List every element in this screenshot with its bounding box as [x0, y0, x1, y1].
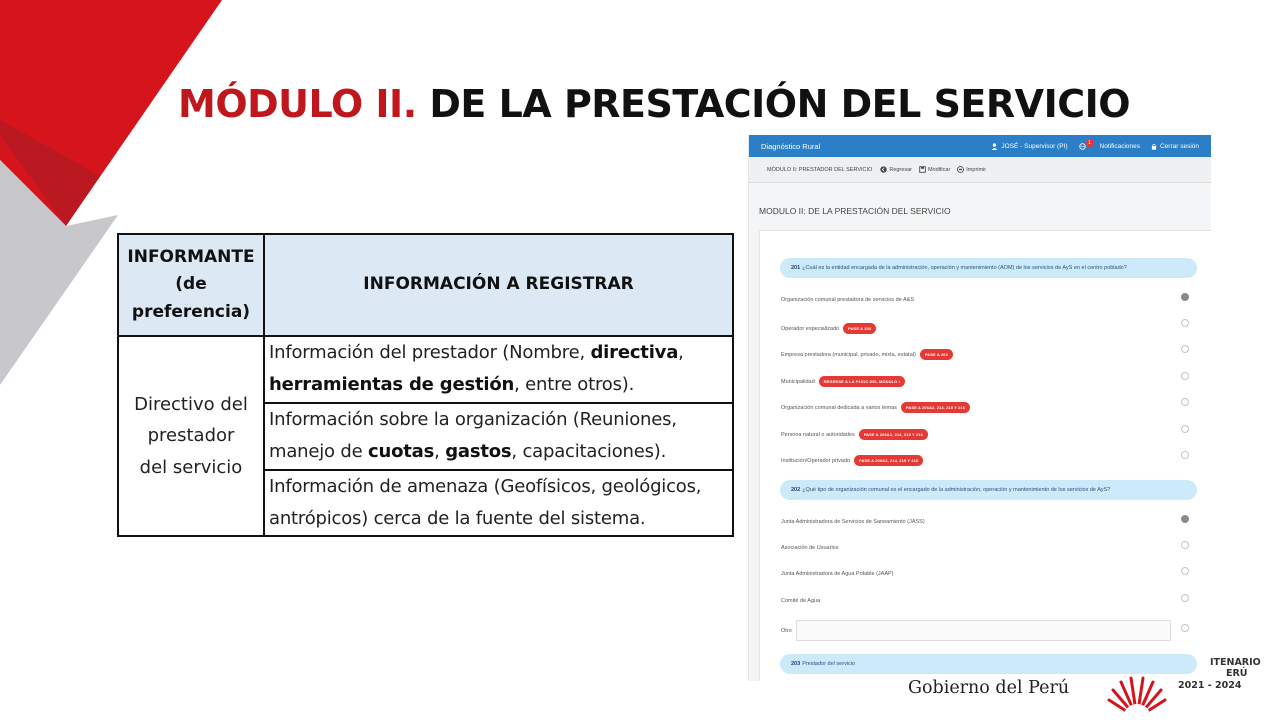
option-label: Junta Administradora de Servicios de Saneamiento (JASS) — [781, 519, 925, 525]
q202-option-3[interactable] — [781, 571, 894, 577]
back-label: Regresar — [889, 166, 912, 173]
q201-option-1[interactable] — [781, 297, 914, 303]
bicent-line1: ITENARIO — [1210, 657, 1261, 668]
q201-radio-5[interactable] — [1181, 398, 1189, 406]
row1-text2: , — [678, 342, 684, 363]
skip-badge: PASE A 203 — [920, 349, 953, 360]
logout-button[interactable] — [1151, 143, 1199, 150]
option-label: Persona natural o autoridades — [781, 431, 855, 438]
edit-button[interactable] — [919, 166, 950, 173]
q202-option-5[interactable] — [781, 628, 792, 634]
app-brand[interactable]: Diagnóstico Rural — [761, 141, 821, 151]
row2-text2: , — [434, 441, 446, 463]
lock-icon — [1151, 143, 1157, 150]
form-card — [759, 230, 1211, 681]
logout-label: Cerrar sesión — [1159, 142, 1199, 150]
option-label: Otro — [781, 628, 792, 634]
row3-text1: Información de amenaza (Geofísicos, geológicos, antrópicos) cerca de la fuente del sistema. — [269, 475, 702, 529]
skip-badge: PASE A 206A2, 214, 215 Y 216 — [859, 429, 928, 440]
q202-option-1[interactable] — [781, 519, 925, 525]
q201-radio-1[interactable] — [1181, 293, 1189, 301]
option-label: Junta Administradora de Agua Potable (JAAP) — [781, 571, 894, 577]
info-row-prestador — [264, 336, 733, 403]
header-informante-line2: (de preferencia) — [131, 274, 251, 322]
q202-radio-1[interactable] — [1181, 515, 1189, 523]
skip-badge: PASE A 203 — [843, 323, 876, 334]
user-menu[interactable] — [991, 143, 1067, 150]
question-203-number: 203 — [791, 661, 801, 667]
gobierno-del-peru-logo: Gobierno del Perú — [908, 678, 1070, 698]
q201-option-2[interactable] — [781, 323, 876, 334]
header-informacion: INFORMACIÓN A REGISTRAR — [264, 234, 733, 336]
user-icon — [991, 143, 998, 150]
question-201-number: 201 — [791, 265, 801, 271]
back-arrow-icon — [880, 166, 887, 173]
app-page-heading: MODULO II: DE LA PRESTACIÓN DEL SERVICIO — [759, 206, 951, 216]
print-label: Imprimir — [966, 166, 987, 173]
q201-option-6[interactable] — [781, 429, 928, 440]
row1-bold2: herramientas de gestión — [269, 374, 515, 396]
q201-option-3[interactable] — [781, 349, 953, 360]
header-informante — [118, 234, 264, 336]
question-202-number: 202 — [791, 487, 801, 493]
title-subject: DE LA PRESTACIÓN DEL SERVICIO — [429, 82, 1131, 126]
question-201-header — [780, 258, 1197, 278]
notification-count: 1 — [1086, 139, 1094, 147]
informante-line3: del servicio — [139, 456, 243, 478]
notifications-button[interactable] — [1079, 142, 1140, 150]
print-button[interactable] — [957, 166, 986, 173]
app-screenshot — [748, 135, 1211, 681]
question-201-text: ¿Cuál es la entidad encargada de la administración, operación y mantenimiento (AOM) de los servicios de AyS en el centro poblado? — [802, 265, 1127, 271]
header-informante-line1: INFORMANTE — [127, 247, 255, 268]
option-label: Municipalidad — [781, 378, 815, 385]
option-label: Empresa prestadora (municipal, privado, mixta, estatal) — [781, 351, 916, 358]
row1-text3: , entre otros). — [514, 374, 635, 396]
q201-option-7[interactable] — [781, 455, 923, 466]
breadcrumb: MÓDULO II: PRESTADOR DEL SERVICIO — [767, 166, 873, 173]
q201-radio-6[interactable] — [1181, 425, 1189, 433]
info-row-organizacion — [264, 403, 733, 470]
slide-title — [178, 82, 1130, 126]
skip-badge: PASE A 206A3, 214, 215 Y 216 — [854, 455, 923, 466]
app-toolbar — [749, 157, 1211, 183]
option-label: Organización comunal dedicada a varios temas — [781, 404, 897, 411]
back-button[interactable] — [880, 166, 912, 173]
edit-label: Modificar — [927, 166, 951, 173]
option-label: Organización comunal prestadora de servicios de A&S — [781, 297, 914, 303]
question-202-text: ¿Qué tipo de organización comunal es el encargado de la administración, operación y mantenimiento de los servicios de AyS? — [802, 487, 1111, 493]
skip-badge: PASE A 206A2, 214, 215 Y 216 — [901, 402, 970, 413]
row2-text1: Información sobre la organización (Reuniones, manejo de — [269, 408, 677, 463]
option-label: Operador especializado — [781, 325, 840, 332]
q202-radio-4[interactable] — [1181, 594, 1189, 602]
info-table — [117, 233, 734, 537]
question-202-header — [780, 480, 1197, 500]
app-topbar — [749, 135, 1211, 157]
q201-radio-7[interactable] — [1181, 451, 1189, 459]
q201-option-5[interactable] — [781, 402, 970, 413]
skip-badge: REGRESE A LA P101C DEL MÓDULO I — [819, 376, 905, 387]
row1-text1: Información del prestador (Nombre, — [269, 342, 591, 363]
row2-bold2: gastos — [445, 441, 512, 463]
option-label: Asociación de Usuarios — [781, 545, 839, 551]
question-203-text: Prestador del servicio — [802, 661, 856, 667]
q201-radio-3[interactable] — [1181, 345, 1189, 353]
otro-input[interactable] — [796, 620, 1171, 641]
bicent-line2: ERÚ — [1226, 668, 1248, 680]
q202-radio-3[interactable] — [1181, 567, 1189, 575]
option-label: Comité de Agua — [781, 598, 821, 604]
user-name: JOSÉ - Supervisor (PI) — [1001, 142, 1068, 150]
globe-icon — [1079, 143, 1086, 150]
print-icon — [957, 166, 964, 173]
informante-cell — [118, 336, 264, 536]
row1-bold1: directiva — [590, 342, 679, 363]
q202-option-2[interactable] — [781, 545, 838, 551]
informante-line2: prestador — [147, 425, 235, 447]
q202-radio-2[interactable] — [1181, 541, 1189, 549]
q201-radio-2[interactable] — [1181, 319, 1189, 327]
notifications-label: Notificaciones — [1099, 142, 1140, 150]
title-module: MÓDULO II. — [178, 82, 417, 126]
row2-text3: , capacitaciones). — [511, 441, 667, 463]
info-row-amenaza — [264, 470, 733, 537]
row2-bold1: cuotas — [368, 441, 435, 463]
save-icon — [919, 166, 926, 173]
informante-line1: Directivo del — [134, 393, 248, 415]
bicentenario-text — [1178, 657, 1278, 691]
bicentenario-sun-icon — [1105, 660, 1169, 720]
option-label: Institución/Operador privado — [781, 457, 851, 464]
q202-radio-5[interactable] — [1181, 624, 1189, 632]
q201-option-4[interactable] — [781, 376, 905, 387]
bicent-line3: 2021 - 2024 — [1178, 679, 1242, 691]
q201-radio-4[interactable] — [1181, 372, 1189, 380]
q202-option-4[interactable] — [781, 598, 820, 604]
